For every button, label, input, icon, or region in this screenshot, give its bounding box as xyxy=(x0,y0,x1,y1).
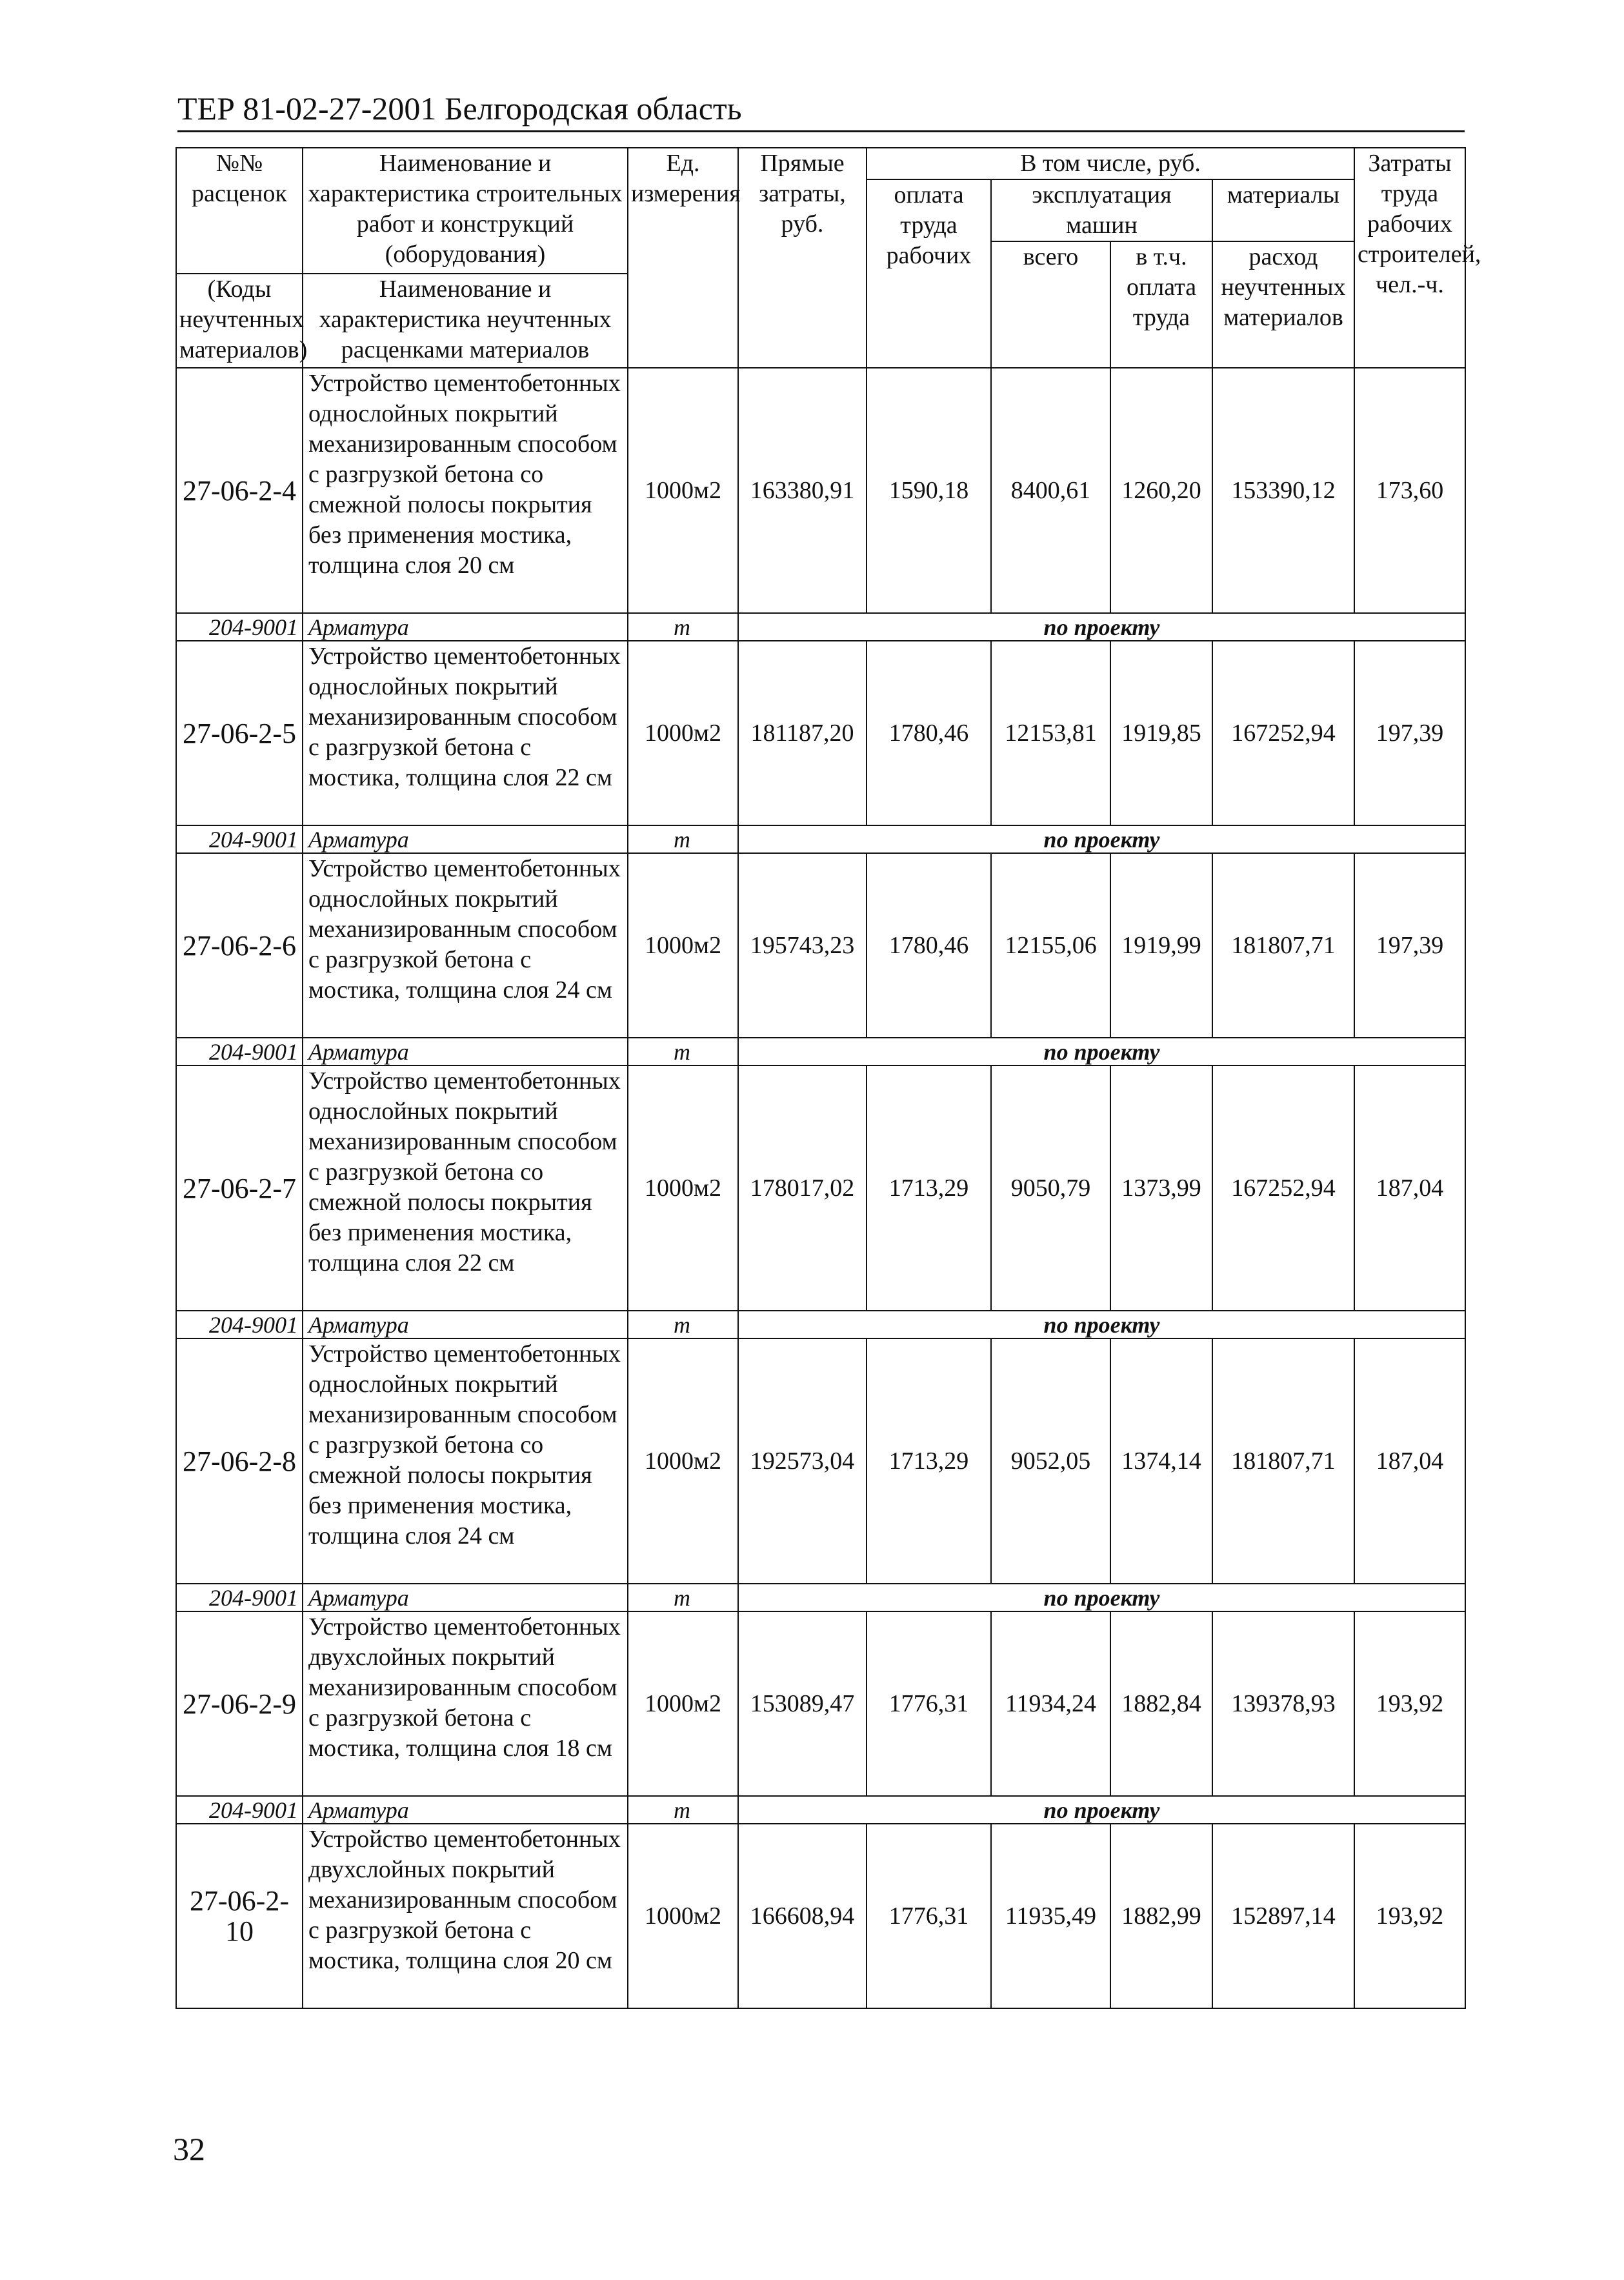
header-rule xyxy=(177,130,1465,132)
machines-total: 12153,81 xyxy=(991,641,1110,825)
material-note: по проекту xyxy=(738,613,1465,641)
table-row xyxy=(176,853,1465,1038)
material-note: по проекту xyxy=(738,1311,1465,1338)
direct-cost: 192573,04 xyxy=(738,1338,867,1584)
running-header: ТЕР 81-02-27-2001 Белгородская область xyxy=(177,90,742,126)
machines-total: 9050,79 xyxy=(991,1065,1110,1311)
material-code: 204-9001 xyxy=(176,1584,303,1611)
labor-cost: 187,04 xyxy=(1354,1338,1465,1584)
labor-cost: 173,60 xyxy=(1354,368,1465,613)
rate-code: 27-06-2-10 xyxy=(176,1824,303,2008)
materials-cost: 139378,93 xyxy=(1212,1611,1354,1796)
material-unit: т xyxy=(628,825,738,853)
unit: 1000м2 xyxy=(628,1611,738,1796)
material-code: 204-9001 xyxy=(176,1311,303,1338)
col-header-labor-pay: оплата труда рабочих xyxy=(867,179,991,368)
materials-cost: 167252,94 xyxy=(1212,641,1354,825)
material-name: Арматура xyxy=(303,1584,628,1611)
material-note: по проекту xyxy=(738,1038,1465,1065)
rate-name: Устройство цементобетонных однослойных покрытий механизированным способом с разгрузкой бетона со смежной полосы покрытия без применения мостика, толщина слоя 24 см xyxy=(303,1338,628,1584)
machines-labor: 1374,14 xyxy=(1110,1338,1212,1584)
material-note: по проекту xyxy=(738,1796,1465,1824)
col-header-name: Наименование и характеристика строительных работ и конструкций (оборудования) xyxy=(303,148,628,274)
material-row xyxy=(176,1311,1465,1338)
col-header-machines-labor: в т.ч. оплата труда xyxy=(1110,241,1212,368)
machines-total: 9052,05 xyxy=(991,1338,1110,1584)
unit: 1000м2 xyxy=(628,1338,738,1584)
machines-labor: 1260,20 xyxy=(1110,368,1212,613)
machines-total: 11935,49 xyxy=(991,1824,1110,2008)
col-header-labor-cost: Затраты труда рабочих строителей, чел.-ч. xyxy=(1354,148,1465,368)
table-row xyxy=(176,1065,1465,1311)
labor-pay: 1590,18 xyxy=(867,368,991,613)
table-row xyxy=(176,1611,1465,1796)
materials-cost: 167252,94 xyxy=(1212,1065,1354,1311)
materials-cost: 181807,71 xyxy=(1212,853,1354,1038)
rates-table xyxy=(175,147,1481,2009)
col-header-unit: Ед. измерения xyxy=(628,148,738,368)
materials-cost: 153390,12 xyxy=(1212,368,1354,613)
material-code: 204-9001 xyxy=(176,825,303,853)
page-number: 32 xyxy=(173,2131,205,2167)
machines-labor: 1919,99 xyxy=(1110,853,1212,1038)
labor-cost: 197,39 xyxy=(1354,641,1465,825)
machines-total: 11934,24 xyxy=(991,1611,1110,1796)
material-name: Арматура xyxy=(303,1311,628,1338)
direct-cost: 153089,47 xyxy=(738,1611,867,1796)
table-row xyxy=(176,1338,1465,1584)
col-header-material-code: (Коды неучтенных материалов) xyxy=(176,274,303,368)
col-header-materials: материалы xyxy=(1212,179,1354,241)
material-name: Арматура xyxy=(303,1038,628,1065)
material-code: 204-9001 xyxy=(176,1038,303,1065)
material-row xyxy=(176,1796,1465,1824)
col-header-materials-unaccounted: расход неучтенных материалов xyxy=(1212,241,1354,368)
direct-cost: 181187,20 xyxy=(738,641,867,825)
rate-code: 27-06-2-9 xyxy=(176,1611,303,1796)
material-row xyxy=(176,613,1465,641)
unit: 1000м2 xyxy=(628,1065,738,1311)
col-header-direct: Прямые затраты, руб. xyxy=(738,148,867,368)
material-unit: т xyxy=(628,1584,738,1611)
labor-pay: 1713,29 xyxy=(867,1338,991,1584)
rate-code: 27-06-2-5 xyxy=(176,641,303,825)
direct-cost: 178017,02 xyxy=(738,1065,867,1311)
rate-name: Устройство цементобетонных однослойных покрытий механизированным способом с разгрузкой бетона со смежной полосы покрытия без применения мостика, толщина слоя 20 см xyxy=(303,368,628,613)
machines-labor: 1882,84 xyxy=(1110,1611,1212,1796)
labor-cost: 187,04 xyxy=(1354,1065,1465,1311)
material-row xyxy=(176,1584,1465,1611)
labor-cost: 193,92 xyxy=(1354,1611,1465,1796)
col-header-machines-total: всего xyxy=(991,241,1110,368)
direct-cost: 163380,91 xyxy=(738,368,867,613)
rate-name: Устройство цементобетонных однослойных покрытий механизированным способом с разгрузкой бетона со смежной полосы покрытия без применения мостика, толщина слоя 22 см xyxy=(303,1065,628,1311)
col-header-machines: эксплуатация машин xyxy=(991,179,1212,241)
labor-cost: 193,92 xyxy=(1354,1824,1465,2008)
col-header-material-name: Наименование и характеристика неучтенных расценками материалов xyxy=(303,274,628,368)
rate-code: 27-06-2-6 xyxy=(176,853,303,1038)
material-unit: т xyxy=(628,613,738,641)
labor-cost: 197,39 xyxy=(1354,853,1465,1038)
unit: 1000м2 xyxy=(628,641,738,825)
table-row xyxy=(176,641,1465,825)
machines-labor: 1882,99 xyxy=(1110,1824,1212,2008)
unit: 1000м2 xyxy=(628,853,738,1038)
material-note: по проекту xyxy=(738,1584,1465,1611)
material-code: 204-9001 xyxy=(176,1796,303,1824)
machines-labor: 1373,99 xyxy=(1110,1065,1212,1311)
material-row xyxy=(176,825,1465,853)
material-name: Арматура xyxy=(303,1796,628,1824)
rate-code: 27-06-2-4 xyxy=(176,368,303,613)
table-row xyxy=(176,1824,1465,2008)
col-header-num: №№ расценок xyxy=(176,148,303,274)
rate-name: Устройство цементобетонных однослойных покрытий механизированным способом с разгрузкой бетона с мостика, толщина слоя 22 см xyxy=(303,641,628,825)
labor-pay: 1776,31 xyxy=(867,1824,991,2008)
materials-cost: 181807,71 xyxy=(1212,1338,1354,1584)
material-name: Арматура xyxy=(303,825,628,853)
machines-labor: 1919,85 xyxy=(1110,641,1212,825)
direct-cost: 166608,94 xyxy=(738,1824,867,2008)
material-unit: т xyxy=(628,1311,738,1338)
materials-cost: 152897,14 xyxy=(1212,1824,1354,2008)
header-row-1 xyxy=(176,148,1465,179)
table-row xyxy=(176,368,1465,613)
rate-name: Устройство цементобетонных однослойных покрытий механизированным способом с разгрузкой бетона с мостика, толщина слоя 24 см xyxy=(303,853,628,1038)
material-name: Арматура xyxy=(303,613,628,641)
rate-name: Устройство цементобетонных двухслойных покрытий механизированным способом с разгрузкой бетона с мостика, толщина слоя 18 см xyxy=(303,1611,628,1796)
unit: 1000м2 xyxy=(628,368,738,613)
material-unit: т xyxy=(628,1038,738,1065)
rate-code: 27-06-2-7 xyxy=(176,1065,303,1311)
labor-pay: 1780,46 xyxy=(867,641,991,825)
direct-cost: 195743,23 xyxy=(738,853,867,1038)
machines-total: 8400,61 xyxy=(991,368,1110,613)
labor-pay: 1780,46 xyxy=(867,853,991,1038)
material-note: по проекту xyxy=(738,825,1465,853)
col-header-incl: В том числе, руб. xyxy=(867,148,1354,179)
machines-total: 12155,06 xyxy=(991,853,1110,1038)
material-row xyxy=(176,1038,1465,1065)
labor-pay: 1776,31 xyxy=(867,1611,991,1796)
material-unit: т xyxy=(628,1796,738,1824)
rate-name: Устройство цементобетонных двухслойных покрытий механизированным способом с разгрузкой бетона с мостика, толщина слоя 20 см xyxy=(303,1824,628,2008)
labor-pay: 1713,29 xyxy=(867,1065,991,1311)
material-code: 204-9001 xyxy=(176,613,303,641)
rate-code: 27-06-2-8 xyxy=(176,1338,303,1584)
unit: 1000м2 xyxy=(628,1824,738,2008)
